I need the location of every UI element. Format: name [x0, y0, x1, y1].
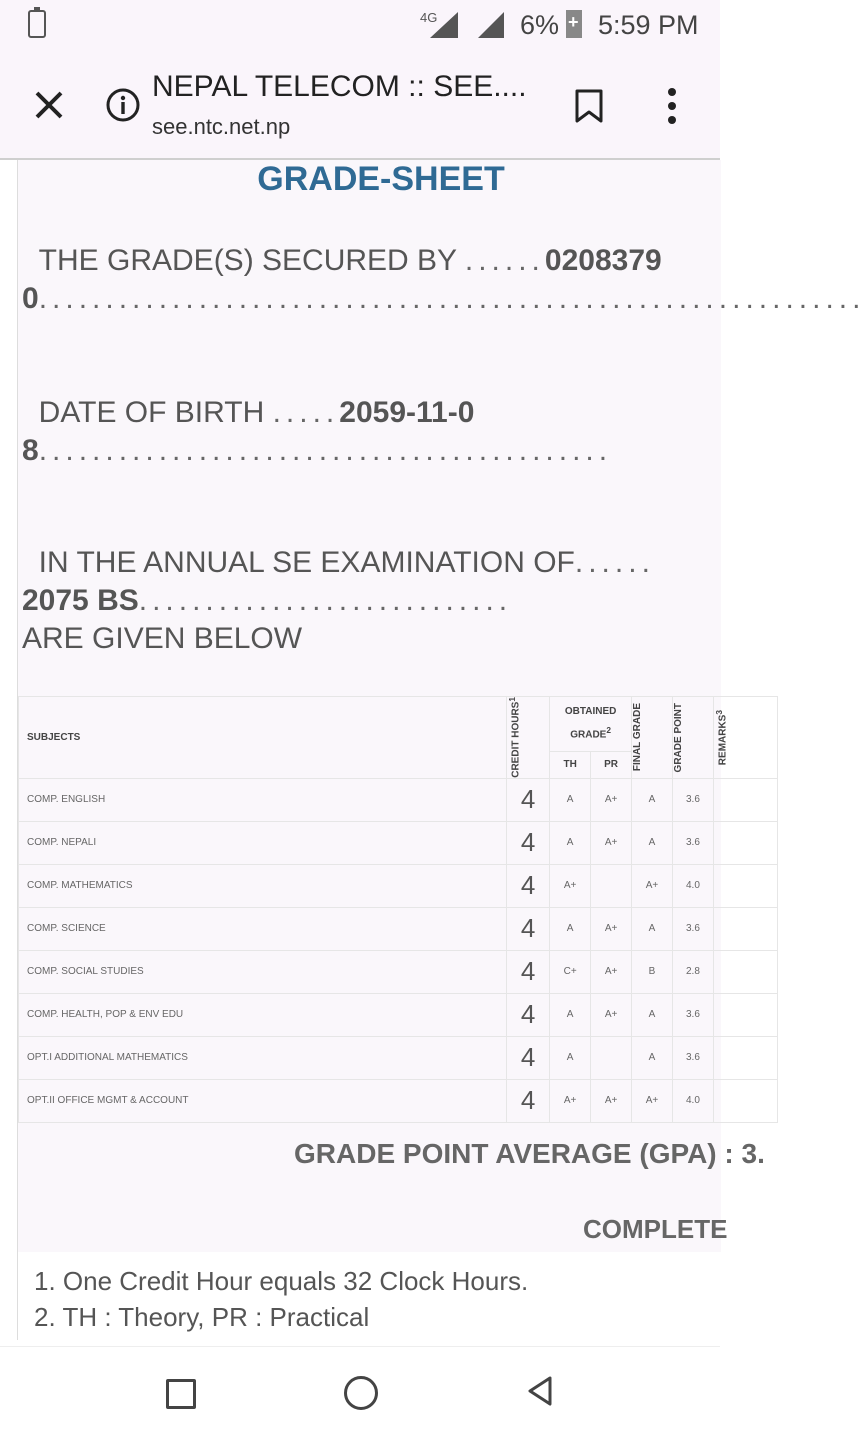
th-grade-cell: A	[550, 907, 591, 950]
credit-cell: 4	[507, 864, 550, 907]
table-row	[19, 778, 778, 821]
close-icon[interactable]	[32, 88, 66, 122]
final-grade-cell: A+	[632, 1079, 673, 1122]
signal-icon	[430, 12, 458, 38]
grade-point-cell: 2.8	[672, 950, 713, 993]
th-grade-cell: A+	[550, 864, 591, 907]
credit-cell: 4	[507, 821, 550, 864]
final-grade-cell: A	[632, 993, 673, 1036]
exam-year: 2075 BS	[22, 584, 139, 617]
table-row	[19, 1079, 778, 1122]
back-icon[interactable]	[526, 1375, 554, 1407]
pr-grade-cell: A+	[591, 907, 632, 950]
subject-cell: OPT.I ADDITIONAL MATHEMATICS	[19, 1036, 507, 1079]
dob-value: 2059-11-08	[22, 396, 475, 467]
pr-grade-cell: A+	[591, 1079, 632, 1122]
symbol-number: 02083790	[22, 244, 662, 315]
grade-point-cell: 3.6	[672, 821, 713, 864]
subject-cell: OPT.II OFFICE MGMT & ACCOUNT	[19, 1079, 507, 1122]
pr-grade-cell: A+	[591, 950, 632, 993]
grade-point-cell: 4.0	[672, 864, 713, 907]
grade-point-cell: 4.0	[672, 1079, 713, 1122]
credit-cell: 4	[507, 950, 550, 993]
navigation-bar	[0, 1346, 720, 1441]
remarks-cell	[713, 993, 777, 1036]
subject-cell: COMP. MATHEMATICS	[19, 864, 507, 907]
pr-grade-cell: A+	[591, 821, 632, 864]
remarks-cell	[713, 864, 777, 907]
table-row	[19, 864, 778, 907]
battery-percent: 6%	[520, 10, 560, 40]
subject-cell: COMP. NEPALI	[19, 821, 507, 864]
subject-cell: COMP. HEALTH, POP & ENV EDU	[19, 993, 507, 1036]
credit-hours-header: CREDIT HOURS$^1$	[507, 697, 522, 778]
final-grade-cell: A	[632, 821, 673, 864]
pr-grade-cell: A+	[591, 778, 632, 821]
final-grade-cell: A	[632, 778, 673, 821]
battery-icon	[566, 10, 582, 38]
credit-cell: 4	[507, 1079, 550, 1122]
remarks-cell	[713, 907, 777, 950]
final-grade-cell: A+	[632, 864, 673, 907]
th-header: TH	[550, 751, 591, 778]
given-below: ARE GIVEN BELOW	[22, 622, 303, 655]
grade-point-cell: 3.6	[672, 1036, 713, 1079]
grade-point-cell: 3.6	[672, 778, 713, 821]
remarks-cell	[713, 778, 777, 821]
more-options-icon[interactable]	[664, 86, 680, 126]
bookmark-icon[interactable]	[574, 88, 604, 124]
info-icon[interactable]	[106, 88, 140, 122]
final-grade-cell: A	[632, 1036, 673, 1079]
table-row	[19, 1036, 778, 1079]
remarks-cell	[713, 1079, 777, 1122]
secured-by-label: THE GRADE(S) SECURED BY	[38, 244, 457, 277]
table-row	[19, 821, 778, 864]
home-icon[interactable]	[344, 1376, 378, 1410]
signal-icon-2	[478, 12, 504, 38]
network-type: 4G	[420, 10, 438, 25]
exam-label: IN THE ANNUAL SE EXAMINATION OF	[38, 546, 575, 579]
clock: 5:59 PM	[598, 10, 699, 40]
table-row	[19, 950, 778, 993]
subject-cell: COMP. SCIENCE	[19, 907, 507, 950]
obtained-grade-header: OBTAINED GRADE$^2$	[550, 697, 632, 752]
dob-label: DATE OF BIRTH	[38, 396, 265, 429]
pr-grade-cell: A+	[591, 993, 632, 1036]
grade-point-header: GRADE POINT	[672, 702, 684, 773]
remarks-cell	[713, 950, 777, 993]
battery-plus: +	[568, 12, 579, 32]
credit-cell: 4	[507, 778, 550, 821]
table-row	[19, 993, 778, 1036]
pr-grade-cell	[591, 864, 632, 907]
th-grade-cell: A	[550, 1036, 591, 1079]
grade-rows	[19, 778, 778, 1122]
pr-header: PR	[591, 751, 632, 778]
gpa-text: GRADE POINT AVERAGE (GPA) : 3.	[294, 1138, 765, 1169]
final-grade-header: FINAL GRADE	[632, 703, 644, 772]
table-header-row	[19, 697, 778, 752]
page-title: NEPAL TELECOM :: SEE....	[152, 70, 527, 103]
final-grade-cell: A	[632, 907, 673, 950]
footnote-1: 1. One Credit Hour equals 32 Clock Hours.	[34, 1266, 529, 1296]
grade-sheet-content	[17, 160, 865, 1340]
th-grade-cell: A+	[550, 1079, 591, 1122]
grades-table	[18, 696, 778, 1123]
complete-text: COMPLETE	[583, 1214, 728, 1244]
footnote-2: 2. TH : Theory, PR : Practical	[34, 1302, 370, 1332]
credit-cell: 4	[507, 993, 550, 1036]
subject-cell: COMP. SOCIAL STUDIES	[19, 950, 507, 993]
subject-cell: COMP. ENGLISH	[19, 778, 507, 821]
final-grade-cell: B	[632, 950, 673, 993]
grade-sheet-heading: GRADE-SHEET	[257, 160, 505, 198]
subjects-header: SUBJECTS	[19, 697, 507, 779]
th-grade-cell: A	[550, 821, 591, 864]
th-grade-cell: A	[550, 993, 591, 1036]
th-grade-cell: C+	[550, 950, 591, 993]
browser-toolbar	[0, 52, 720, 160]
remarks-cell	[713, 821, 777, 864]
th-grade-cell: A	[550, 778, 591, 821]
page-url[interactable]: see.ntc.net.np	[152, 114, 291, 139]
secured-by-paragraph: THE GRADE(S) SECURED BY ......02083790..............................................................	[22, 244, 865, 315]
pr-grade-cell	[591, 1036, 632, 1079]
credit-cell: 4	[507, 907, 550, 950]
grade-point-cell: 3.6	[672, 993, 713, 1036]
table-row	[19, 907, 778, 950]
grade-point-cell: 3.6	[672, 907, 713, 950]
remarks-header: REMARKS$^3$	[713, 709, 729, 765]
recent-apps-icon[interactable]	[166, 1379, 196, 1409]
battery-charging-icon	[28, 10, 46, 38]
footnotes	[18, 1252, 721, 1342]
credit-cell: 4	[507, 1036, 550, 1079]
remarks-cell	[713, 1036, 777, 1079]
status-bar	[0, 0, 720, 52]
dob-paragraph: DATE OF BIRTH .....2059-11-08...........................................	[22, 396, 613, 467]
exam-paragraph: IN THE ANNUAL SE EXAMINATION OF...... 2075 BS............................ ARE GIVEN BELOW	[22, 546, 655, 655]
